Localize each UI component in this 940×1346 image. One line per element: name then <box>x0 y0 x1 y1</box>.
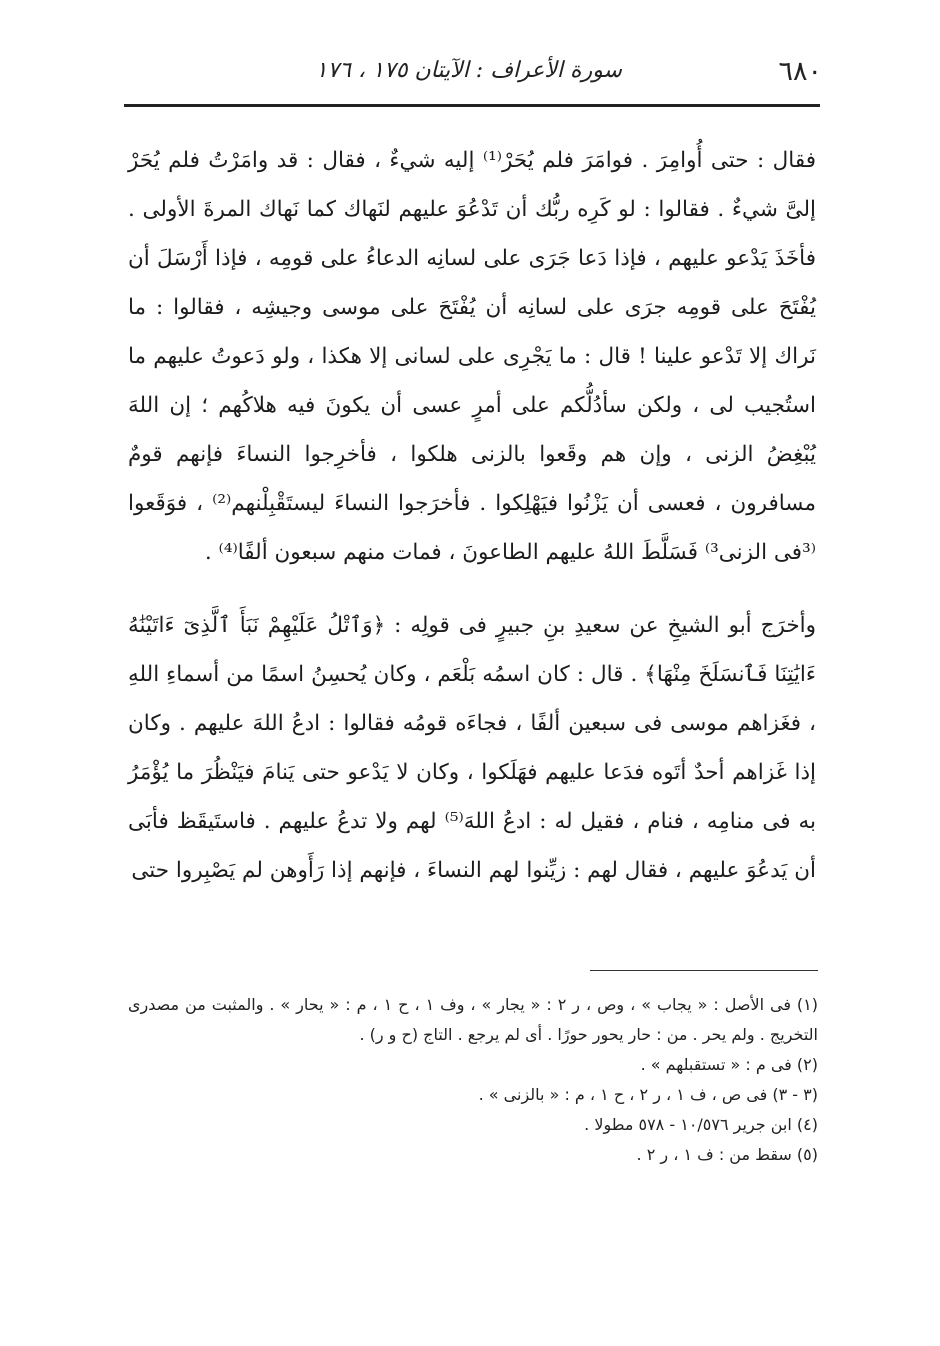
footnote: (٤) ابن جرير ١٠/٥٧٦ - ٥٧٨ مطولا . <box>584 1115 818 1134</box>
header-rule <box>124 104 820 107</box>
footnote: (٢) فى م : « تستقبلهم » . <box>640 1055 818 1074</box>
main-text <box>128 136 816 895</box>
page-header <box>122 50 822 94</box>
footnote-separator <box>590 970 818 971</box>
footnote: (٣ - ٣) فى ص ، ف ١ ، ر ٢ ، ح ١ ، م : « بالزنى » . <box>478 1085 818 1104</box>
page-number: ٦٨٠ <box>778 56 822 87</box>
paragraph: وأخرَج أبو الشيخِ عن سعيدِ بنِ جبيرٍ فى قولِه : ﴿وَٱتْلُ عَلَيْهِمْ نَبَأَ ٱلَّذِىٓ ءَاتَيْنَٰهُ ءَايَٰتِنَا فَٱنسَلَخَ مِنْهَا﴾ . قال : كان اسمُه بَلْعَم ، وكان يُحسِنُ اسمًا من أسماءِ اللهِ ، فغَزاهم موسى فى سبعين ألفًا ، فجاءَه قومُه فقالوا : ادعُ اللهَ عليهم . وكان إذا غَزاهم أحدٌ أتَوه فدَعا عليهم فهَلَكوا ، وكان لا يَدْعو حتى يَنامَ فيَنْظُرَ ما يُؤْمَرُ به فى منامِه ، فنام ، فقيل له : ادعُ اللهَ⁽⁵⁾ لهم ولا تدعُ عليهم . فاستَيقَظ فأبَى أن يَدعُوَ عليهم ، فقال لهم : زيِّنوا لهم النساءَ ، فإنهم إذا رَأَوهن لم يَصْبِروا حتى <box>128 613 816 883</box>
footnote: (٥) سقط من : ف ١ ، ر ٢ . <box>636 1145 818 1164</box>
footnotes <box>128 990 818 1170</box>
footnote: (١) فى الأصل : « يجاب » ، وص ، ر ٢ : « يجار » ، وف ١ ، ح ١ ، م : « يحار » . والمثبت من مصدرى التخريج . ولم يحر . من : حار يحور حورًا . أى لم يرجع . التاج (ح و ر) . <box>128 995 819 1044</box>
running-head: سورة الأعراف : الآيتان ١٧٥ ، ١٧٦ <box>315 58 622 83</box>
paragraph: فقال : حتى أُوامِرَ . فوامَرَ فلم يُحَرْ⁽¹⁾ إليه شيءٌ ، فقال : قد وامَرْتُ فلم يُحَرْ إلىَّ شيءٌ . فقالوا : لو كَرِه ربُّك أن تَدْعُوَ عليهم لنَهاك كما نَهاك المرةَ الأولى . فأخَذَ يَدْعو عليهم ، فإذا دَعا جَرَى على لسانِه الدعاءُ على قومِه ، فإذا أَرْسَلَ أن يُفْتَحَ على قومِه جرَى على لسانِه أن يُفْتَحَ على موسى وجيشِه ، فقالوا : ما نَراك إلا تَدْعو علينا ! قال : ما يَجْرِى على لسانى إلا هكذا ، ولو دَعوتُ عليهم ما استُجيب لى ، ولكن سأدُلُّكم على أمرٍ عسى أن يكونَ فيه هلاكُهم ؛ إن اللهَ يُبْغِضُ الزنى ، وإن هم وقَعوا بالزنى هلكوا ، فأخرِجوا النساءَ فإنهم قومٌ مسافرون ، فعسى أن يَزْنُوا فيَهْلِكوا . فأخرَجوا النساءَ ليستَقْبِلْنهم⁽²⁾ ، فوَقَعوا ⁽³فى الزنى³⁾ فَسَلَّطَ اللهُ عليهم الطاعونَ ، فمات منهم سبعون ألفًا⁽⁴⁾ . <box>128 148 817 565</box>
